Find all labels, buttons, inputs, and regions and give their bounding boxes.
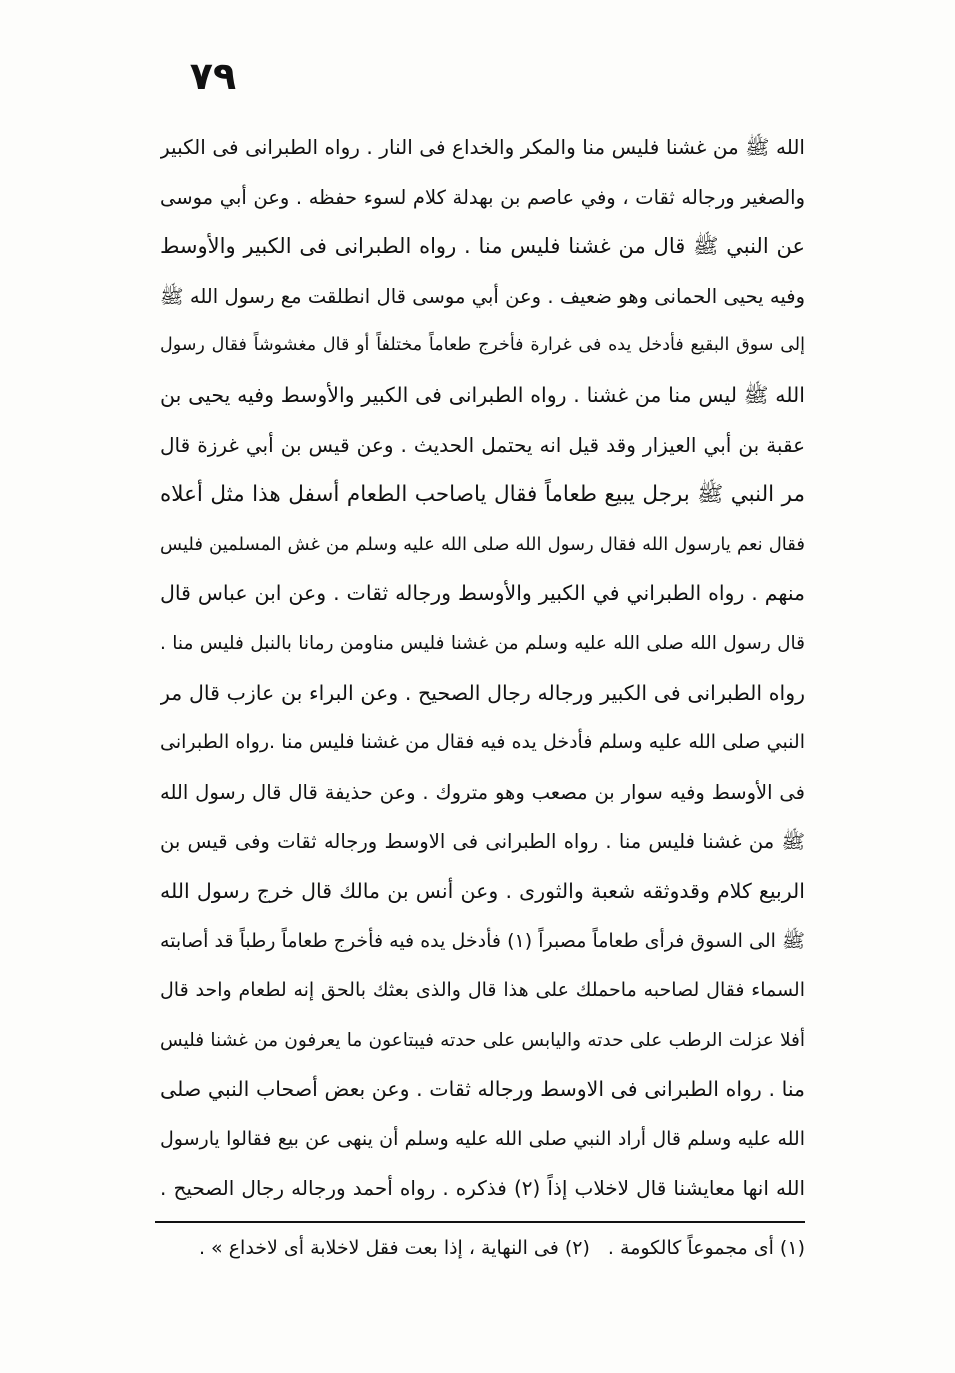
text-line: عن النبي ﷺ قال من غشنا فليس منا . رواه الطبرانى فى الكبير والأوسط — [160, 234, 805, 259]
page-number: ٧٩ — [189, 54, 237, 98]
text-line: وفيه يحيى الحمانى وهو ضعيف . وعن أبي موسى قال انطلقت مع رسول الله ﷺ — [160, 284, 805, 308]
text-line: فقال نعم يارسول الله فقال رسول الله صلى الله عليه وسلم من غش المسلمين فليس — [160, 533, 805, 555]
text-line: مر النبي ﷺ برجل يبيع طعاماً فقال ياصاحب الطعام أسفل هذا مثل أعلاه — [160, 482, 805, 508]
text-line: ﷺ من غشنا فليس منا . رواه الطبرانى فى الاوسط ورجاله ثقات وفى قيس بن — [160, 830, 805, 854]
main-text — [160, 123, 805, 1214]
footnote-2: (٢) فى النهاية ، إذا بعت فقل لاخلابة أى لاخداع » . — [198, 1237, 590, 1259]
text-line: الله عليه وسلم قال أراد النبي صلى الله عليه وسلم أن ينهى عن بيع فقالوا يارسول — [160, 1127, 805, 1150]
footnotes — [160, 1230, 805, 1266]
text-line: الله ﷺ ليس منا من غشنا . رواه الطبرانى فى الكبير والأوسط وفيه يحيى بن — [160, 382, 805, 407]
text-line: النبي صلى الله عليه وسلم فأدخل يده فيه فقال من غشنا فليس منا .رواه الطبرانى — [160, 731, 805, 754]
text-line: الله انها معايشنا قال لاخلاب إذاً (٢) فذكره . رواه أحمد ورجاله رجال الصحيح . — [160, 1176, 805, 1201]
text-line: الله ﷺ من غشنا فليس منا والمكر والخداع فى النار . رواه الطبرانى فى الكبير — [160, 135, 805, 159]
text-line: عقبة بن أبي العيزار وقد قيل انه يحتمل الحديث . وعن قيس بن أبي غرزة قال — [160, 432, 805, 457]
text-line: الربيع كلام وقدوثقه شعبة والثورى . وعن أنس بن مالك قال خرج رسول الله — [160, 878, 805, 903]
text-line: فى الأوسط وفيه سوار بن مصعب وهو متروك . وعن حذيفة قال قال رسول الله — [160, 780, 805, 804]
text-line: منا . رواه الطبرانى فى الاوسط ورجاله ثقات . وعن بعض أصحاب النبي صلى — [160, 1077, 805, 1102]
text-line: قال رسول الله صلى الله عليه وسلم من غشنا فليس مناومن رمانا بالنبل فليس منا . — [160, 632, 805, 654]
footnote-1: (١) أى مجموعاً كالكومة . — [607, 1237, 805, 1259]
text-line: ﷺ الى السوق فرأى طعاماً مصبراً (١) فأدخل يده فيه فأخرج طعاماً رطباً قد أصابته — [160, 929, 805, 952]
footnote-divider — [155, 1221, 805, 1223]
text-line: إلى سوق البقيع فأدخل يده فى غرارة فأخرج طعاماً مختلفاً أو قال مغشوشاً فقال رسول — [160, 335, 805, 356]
text-line: والصغير ورجاله ثقات ، وفي عاصم بن بهدلة كلام لسوء حفظه . وعن أبي موسى — [160, 185, 805, 209]
text-line: رواه الطبرانى فى الكبير ورجاله رجال الصحيح . وعن البراء بن عازب قال مر — [160, 680, 805, 705]
text-line: منهم . رواه الطبراني في الكبير والأوسط ورجاله ثقات . وعن ابن عباس قال — [160, 581, 805, 606]
text-line: السماء فقال لصاحبه ماحملك على هذا قال والذى بعثك بالحق إنه لطعام واحد قال — [160, 979, 805, 1002]
text-line: أفلا عزلت الرطب على حدته واليابس على حدته فيبتاعون ما يعرفون من غشنا فليس — [160, 1029, 805, 1051]
